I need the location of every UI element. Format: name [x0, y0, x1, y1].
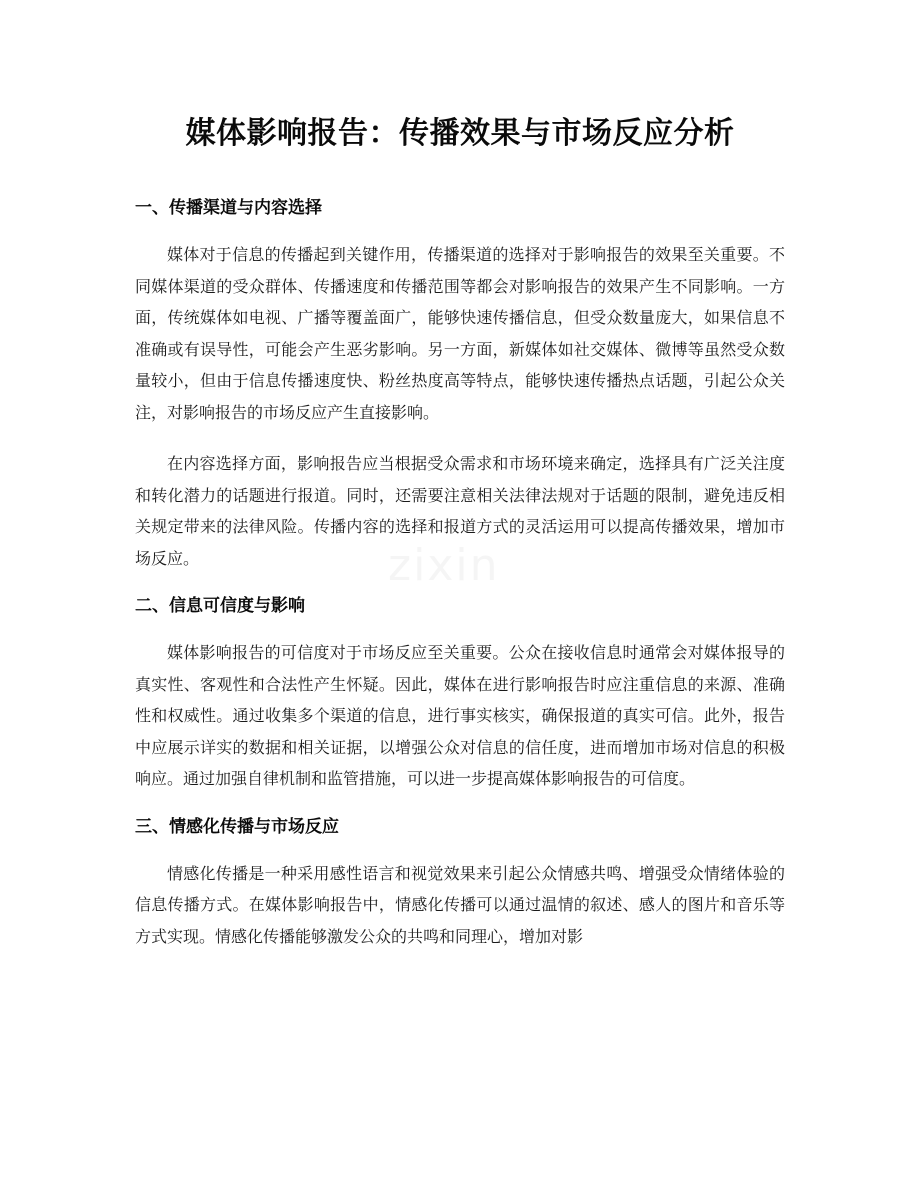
- section-3: [135, 815, 785, 953]
- document-title: 媒体影响报告：传播效果与市场反应分析: [185, 116, 735, 151]
- paragraph: 情感化传播是一种采用感性语言和视觉效果来引起公众情感共鸣、增强受众情绪体验的信息传播方式。在媒体影响报告中，情感化传播可以通过温情的叙述、感人的图片和音乐等方式实现。情感化传播能够激发公众的共鸣和同理心，增加对影: [135, 863, 785, 946]
- paragraph: 在内容选择方面，影响报告应当根据受众需求和市场环境来确定，选择具有广泛关注度和转化潜力的话题进行报道。同时，还需要注意相关法律法规对于话题的限制，避免违反相关规定带来的法律风险。传播内容的选择和报道方式的灵活运用可以提高传播效果，增加市场反应。: [135, 454, 785, 568]
- paragraph: 媒体对于信息的传播起到关键作用，传播渠道的选择对于影响报告的效果至关重要。不同媒体渠道的受众群体、传播速度和传播范围等都会对影响报告的效果产生不同影响。一方面，传统媒体如电视、广播等覆盖面广，能够快速传播信息，但受众数量庞大，如果信息不准确或有误导性，可能会产生恶劣影响。另一方面，新媒体如社交媒体、微博等虽然受众数量较小，但由于信息传播速度快、粉丝热度高等特点，能够快速传播热点话题，引起公众关注，对影响报告的市场反应产生直接影响。: [135, 245, 785, 422]
- section-1: [135, 196, 785, 574]
- section-heading: 一、传播渠道与内容选择: [135, 198, 322, 218]
- watermark: zixin: [388, 540, 500, 591]
- paragraph: 媒体影响报告的可信度对于市场反应至关重要。公众在接收信息时通常会对媒体报导的真实性、客观性和合法性产生怀疑。因此，媒体在进行影响报告时应注重信息的来源、准确性和权威性。通过收集多个渠道的信息，进行事实核实，确保报道的真实可信。此外，报告中应展示详实的数据和相关证据，以增强公众对信息的信任度，进而增加市场对信息的积极响应。通过加强自律机制和监管措施，可以进一步提高媒体影响报告的可信度。: [135, 643, 785, 788]
- section-2: [135, 594, 785, 795]
- section-heading: 三、情感化传播与市场反应: [135, 816, 339, 837]
- section-heading: 二、信息可信度与影响: [135, 596, 305, 616]
